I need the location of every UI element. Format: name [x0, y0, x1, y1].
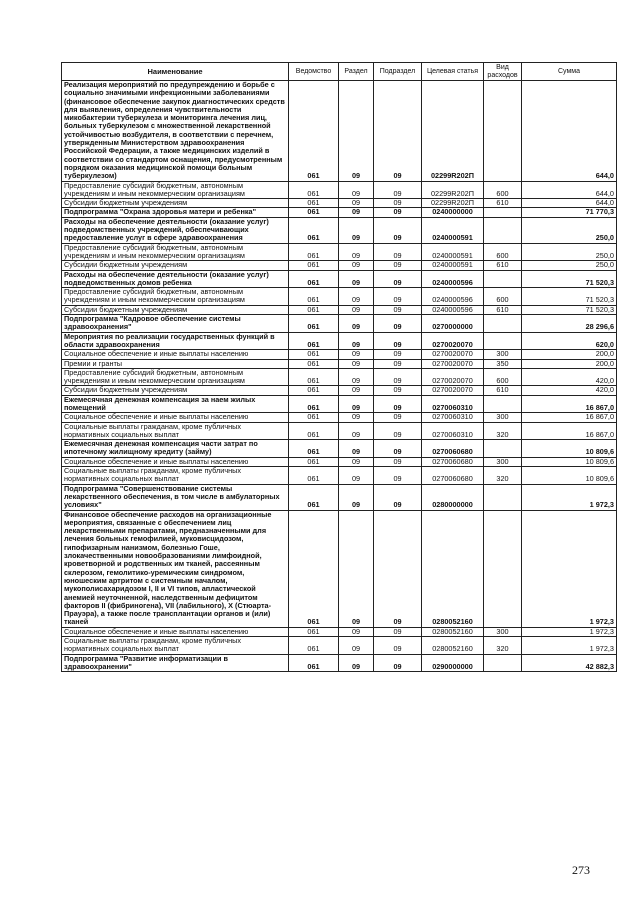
cell-name: Субсидии бюджетным учреждениям	[62, 199, 289, 208]
cell-exp-type: 320	[484, 467, 522, 485]
cell-dept: 061	[289, 181, 339, 199]
table-row	[62, 413, 617, 422]
table-row	[62, 181, 617, 199]
cell-target: 0240000591	[422, 243, 484, 261]
cell-target: 0280052160	[422, 510, 484, 627]
cell-subsection: 09	[374, 457, 422, 466]
cell-target: 0270060680	[422, 467, 484, 485]
cell-section: 09	[339, 332, 374, 350]
cell-dept: 061	[289, 81, 339, 182]
cell-exp-type	[484, 484, 522, 510]
cell-sum: 250,0	[522, 243, 617, 261]
cell-dept: 061	[289, 359, 339, 368]
cell-dept: 061	[289, 217, 339, 243]
cell-exp-type	[484, 510, 522, 627]
cell-section: 09	[339, 413, 374, 422]
table-row	[62, 208, 617, 217]
budget-table	[61, 62, 617, 672]
table-row	[62, 422, 617, 440]
cell-name: Социальные выплаты гражданам, кроме публичных нормативных социальных выплат	[62, 637, 289, 655]
cell-subsection: 09	[374, 654, 422, 672]
cell-dept: 061	[289, 484, 339, 510]
cell-sum: 1 972,3	[522, 637, 617, 655]
cell-target: 0270060310	[422, 413, 484, 422]
table-row	[62, 637, 617, 655]
table-header-row	[62, 63, 617, 81]
cell-subsection: 09	[374, 261, 422, 270]
header-name: Наименование	[62, 63, 289, 81]
cell-target: 02299R202П	[422, 181, 484, 199]
cell-section: 09	[339, 422, 374, 440]
cell-target: 0290000000	[422, 654, 484, 672]
cell-section: 09	[339, 261, 374, 270]
cell-section: 09	[339, 654, 374, 672]
cell-target: 0280052160	[422, 637, 484, 655]
cell-subsection: 09	[374, 395, 422, 413]
cell-sum: 1 972,3	[522, 627, 617, 636]
table-row	[62, 467, 617, 485]
table-row	[62, 305, 617, 314]
cell-name: Реализация мероприятий по предупреждению и борьбе с социально значимыми инфекционными заболеваниями (финансовое обеспечение закупок диагностических средств для выявления, определения чувствительности микобактерии туберкулеза и мониторинга лечения лиц, больных туберкулезом с множественной лекарственной устойчивостью возбудителя, в соответствии с перечнем, утвержденным Министерством здравоохранения Российской Федерации, а также медицинских изделий в соответствии со стандартом оснащения, предусмотренным порядком оказания медицинской помощи больным туберкулезом)	[62, 81, 289, 182]
cell-name: Субсидии бюджетным учреждениям	[62, 305, 289, 314]
cell-name: Субсидии бюджетным учреждениям	[62, 386, 289, 395]
cell-subsection: 09	[374, 467, 422, 485]
cell-target: 0240000596	[422, 288, 484, 306]
cell-section: 09	[339, 510, 374, 627]
cell-sum: 250,0	[522, 217, 617, 243]
cell-section: 09	[339, 395, 374, 413]
cell-target: 0270060680	[422, 440, 484, 458]
cell-dept: 061	[289, 350, 339, 359]
cell-dept: 061	[289, 413, 339, 422]
cell-sum: 250,0	[522, 261, 617, 270]
cell-target: 02299R202П	[422, 199, 484, 208]
cell-sum: 16 867,0	[522, 395, 617, 413]
cell-target: 0240000000	[422, 208, 484, 217]
cell-sum: 71 520,3	[522, 270, 617, 288]
cell-section: 09	[339, 457, 374, 466]
table-row	[62, 627, 617, 636]
cell-subsection: 09	[374, 510, 422, 627]
cell-section: 09	[339, 386, 374, 395]
header-exp-type: Вид расходов	[484, 63, 522, 81]
cell-dept: 061	[289, 440, 339, 458]
cell-sum: 28 296,6	[522, 315, 617, 333]
cell-exp-type: 300	[484, 350, 522, 359]
table-row	[62, 217, 617, 243]
cell-name: Премии и гранты	[62, 359, 289, 368]
cell-target: 0240000596	[422, 305, 484, 314]
cell-target: 0270060310	[422, 422, 484, 440]
cell-dept: 061	[289, 199, 339, 208]
cell-dept: 061	[289, 368, 339, 386]
cell-subsection: 09	[374, 350, 422, 359]
cell-exp-type: 600	[484, 288, 522, 306]
cell-dept: 061	[289, 243, 339, 261]
cell-name: Социальное обеспечение и иные выплаты населению	[62, 457, 289, 466]
cell-target: 0270020070	[422, 368, 484, 386]
cell-sum: 10 809,6	[522, 440, 617, 458]
cell-name: Подпрограмма "Кадровое обеспечение системы здравоохранения"	[62, 315, 289, 333]
table-row	[62, 332, 617, 350]
cell-target: 0240000596	[422, 270, 484, 288]
cell-subsection: 09	[374, 484, 422, 510]
cell-target: 0270000000	[422, 315, 484, 333]
table-row	[62, 81, 617, 182]
cell-sum: 200,0	[522, 350, 617, 359]
cell-exp-type: 600	[484, 243, 522, 261]
cell-dept: 061	[289, 422, 339, 440]
cell-dept: 061	[289, 637, 339, 655]
cell-target: 0270020070	[422, 350, 484, 359]
cell-section: 09	[339, 199, 374, 208]
cell-subsection: 09	[374, 637, 422, 655]
cell-name: Подпрограмма "Совершенствование системы лекарственного обеспечения, в том числе в амбулаторных условиях"	[62, 484, 289, 510]
cell-subsection: 09	[374, 413, 422, 422]
cell-name: Социальное обеспечение и иные выплаты населению	[62, 350, 289, 359]
cell-sum: 71 770,3	[522, 208, 617, 217]
cell-exp-type: 300	[484, 457, 522, 466]
cell-target: 0240000591	[422, 261, 484, 270]
cell-exp-type: 600	[484, 368, 522, 386]
table-row	[62, 654, 617, 672]
cell-subsection: 09	[374, 440, 422, 458]
cell-section: 09	[339, 350, 374, 359]
cell-name: Социальные выплаты гражданам, кроме публичных нормативных социальных выплат	[62, 422, 289, 440]
cell-dept: 061	[289, 386, 339, 395]
cell-section: 09	[339, 627, 374, 636]
table-row	[62, 261, 617, 270]
cell-sum: 420,0	[522, 386, 617, 395]
cell-section: 09	[339, 637, 374, 655]
cell-target: 0280000000	[422, 484, 484, 510]
cell-dept: 061	[289, 627, 339, 636]
cell-name: Расходы на обеспечение деятельности (оказание услуг) подведомственных учреждений, обеспечивающих предоставление услуг в сфере здравоохранения	[62, 217, 289, 243]
table-row	[62, 350, 617, 359]
cell-exp-type	[484, 395, 522, 413]
cell-sum: 644,0	[522, 81, 617, 182]
table-row	[62, 270, 617, 288]
cell-subsection: 09	[374, 217, 422, 243]
cell-name: Субсидии бюджетным учреждениям	[62, 261, 289, 270]
cell-dept: 061	[289, 305, 339, 314]
cell-subsection: 09	[374, 243, 422, 261]
cell-sum: 71 520,3	[522, 288, 617, 306]
cell-section: 09	[339, 305, 374, 314]
cell-section: 09	[339, 484, 374, 510]
cell-dept: 061	[289, 315, 339, 333]
cell-sum: 1 972,3	[522, 510, 617, 627]
header-subsection: Подраздел	[374, 63, 422, 81]
cell-dept: 061	[289, 261, 339, 270]
cell-sum: 16 867,0	[522, 422, 617, 440]
cell-section: 09	[339, 440, 374, 458]
cell-exp-type: 320	[484, 422, 522, 440]
cell-exp-type	[484, 332, 522, 350]
cell-name: Предоставление субсидий бюджетным, автономным учреждениям и иным некоммерческим организациям	[62, 243, 289, 261]
cell-section: 09	[339, 315, 374, 333]
cell-subsection: 09	[374, 181, 422, 199]
cell-target: 0240000591	[422, 217, 484, 243]
cell-exp-type	[484, 81, 522, 182]
table-row	[62, 368, 617, 386]
cell-dept: 061	[289, 208, 339, 217]
cell-target: 0270060680	[422, 457, 484, 466]
cell-sum: 620,0	[522, 332, 617, 350]
cell-subsection: 09	[374, 627, 422, 636]
cell-name: Финансовое обеспечение расходов на организационные мероприятия, связанные с обеспечением лиц лекарственными препаратами, предназначенными для лечения больных гемофилией, муковисцидозом, гипофизарным нанизмом, болезнью Гоше, злокачественными новообразованиями лимфоидной, кроветворной и родственных им тканей, рассеянным склерозом, гемолитико-уремическим синдромом, юношеским артритом с системным началом, мукополисахаридозом I, II и VI типов, апластической анемией неуточненной, наследственным дефицитом факторов II (фибриногена), VII (лабильного), X (Стюарта-Прауэра), а также после трансплантации органов и (или) тканей	[62, 510, 289, 627]
cell-section: 09	[339, 270, 374, 288]
cell-section: 09	[339, 81, 374, 182]
cell-exp-type: 600	[484, 181, 522, 199]
table-row	[62, 510, 617, 627]
cell-sum: 71 520,3	[522, 305, 617, 314]
cell-name: Предоставление субсидий бюджетным, автономным учреждениям и иным некоммерческим организациям	[62, 181, 289, 199]
cell-exp-type: 610	[484, 199, 522, 208]
cell-exp-type	[484, 654, 522, 672]
cell-subsection: 09	[374, 359, 422, 368]
cell-name: Социальное обеспечение и иные выплаты населению	[62, 413, 289, 422]
page-number: 273	[572, 863, 590, 877]
cell-sum: 10 809,6	[522, 457, 617, 466]
cell-name: Социальное обеспечение и иные выплаты населению	[62, 627, 289, 636]
cell-target: 02299R202П	[422, 81, 484, 182]
cell-exp-type: 610	[484, 305, 522, 314]
cell-name: Предоставление субсидий бюджетным, автономным учреждениям и иным некоммерческим организациям	[62, 288, 289, 306]
cell-sum: 644,0	[522, 181, 617, 199]
table-row	[62, 484, 617, 510]
table-row	[62, 288, 617, 306]
cell-exp-type	[484, 270, 522, 288]
header-dept: Ведомство	[289, 63, 339, 81]
cell-name: Подпрограмма "Развитие информатизации в здравоохранении"	[62, 654, 289, 672]
cell-subsection: 09	[374, 368, 422, 386]
cell-target: 0270020070	[422, 332, 484, 350]
cell-section: 09	[339, 359, 374, 368]
cell-section: 09	[339, 181, 374, 199]
cell-sum: 200,0	[522, 359, 617, 368]
cell-exp-type: 320	[484, 637, 522, 655]
header-sum: Сумма	[522, 63, 617, 81]
cell-exp-type: 300	[484, 627, 522, 636]
cell-sum: 42 882,3	[522, 654, 617, 672]
cell-subsection: 09	[374, 208, 422, 217]
cell-target: 0270020070	[422, 359, 484, 368]
table-row	[62, 440, 617, 458]
cell-sum: 10 809,6	[522, 467, 617, 485]
cell-exp-type	[484, 440, 522, 458]
cell-exp-type: 610	[484, 261, 522, 270]
cell-exp-type: 610	[484, 386, 522, 395]
header-target: Целевая статья	[422, 63, 484, 81]
header-section: Раздел	[339, 63, 374, 81]
cell-section: 09	[339, 243, 374, 261]
cell-subsection: 09	[374, 332, 422, 350]
cell-section: 09	[339, 217, 374, 243]
cell-dept: 061	[289, 467, 339, 485]
cell-target: 0270020070	[422, 386, 484, 395]
cell-name: Социальные выплаты гражданам, кроме публичных нормативных социальных выплат	[62, 467, 289, 485]
cell-name: Ежемесячная денежная компенсация за наем жилых помещений	[62, 395, 289, 413]
cell-name: Подпрограмма "Охрана здоровья матери и ребенка"	[62, 208, 289, 217]
cell-exp-type: 300	[484, 413, 522, 422]
cell-name: Ежемесячная денежная компенсация части затрат по ипотечному жилищному кредиту (займу)	[62, 440, 289, 458]
cell-subsection: 09	[374, 315, 422, 333]
cell-name: Мероприятия по реализации государственных функций в области здравоохранения	[62, 332, 289, 350]
cell-sum: 420,0	[522, 368, 617, 386]
cell-target: 0280052160	[422, 627, 484, 636]
cell-subsection: 09	[374, 305, 422, 314]
cell-dept: 061	[289, 457, 339, 466]
cell-sum: 1 972,3	[522, 484, 617, 510]
cell-name: Предоставление субсидий бюджетным, автономным учреждениям и иным некоммерческим организациям	[62, 368, 289, 386]
cell-sum: 16 867,0	[522, 413, 617, 422]
budget-table-sheet	[61, 62, 616, 672]
cell-section: 09	[339, 288, 374, 306]
cell-exp-type	[484, 315, 522, 333]
cell-subsection: 09	[374, 288, 422, 306]
table-row	[62, 359, 617, 368]
cell-dept: 061	[289, 332, 339, 350]
cell-subsection: 09	[374, 81, 422, 182]
cell-subsection: 09	[374, 199, 422, 208]
cell-subsection: 09	[374, 270, 422, 288]
cell-subsection: 09	[374, 386, 422, 395]
cell-target: 0270060310	[422, 395, 484, 413]
cell-exp-type	[484, 217, 522, 243]
cell-dept: 061	[289, 395, 339, 413]
cell-section: 09	[339, 467, 374, 485]
cell-dept: 061	[289, 510, 339, 627]
table-row	[62, 243, 617, 261]
table-row	[62, 386, 617, 395]
cell-subsection: 09	[374, 422, 422, 440]
cell-exp-type: 350	[484, 359, 522, 368]
cell-dept: 061	[289, 288, 339, 306]
table-row	[62, 199, 617, 208]
table-row	[62, 315, 617, 333]
cell-dept: 061	[289, 654, 339, 672]
cell-dept: 061	[289, 270, 339, 288]
table-row	[62, 457, 617, 466]
cell-sum: 644,0	[522, 199, 617, 208]
cell-exp-type	[484, 208, 522, 217]
cell-name: Расходы на обеспечение деятельности (оказание услуг) подведомственных домов ребенка	[62, 270, 289, 288]
cell-section: 09	[339, 368, 374, 386]
cell-section: 09	[339, 208, 374, 217]
table-row	[62, 395, 617, 413]
